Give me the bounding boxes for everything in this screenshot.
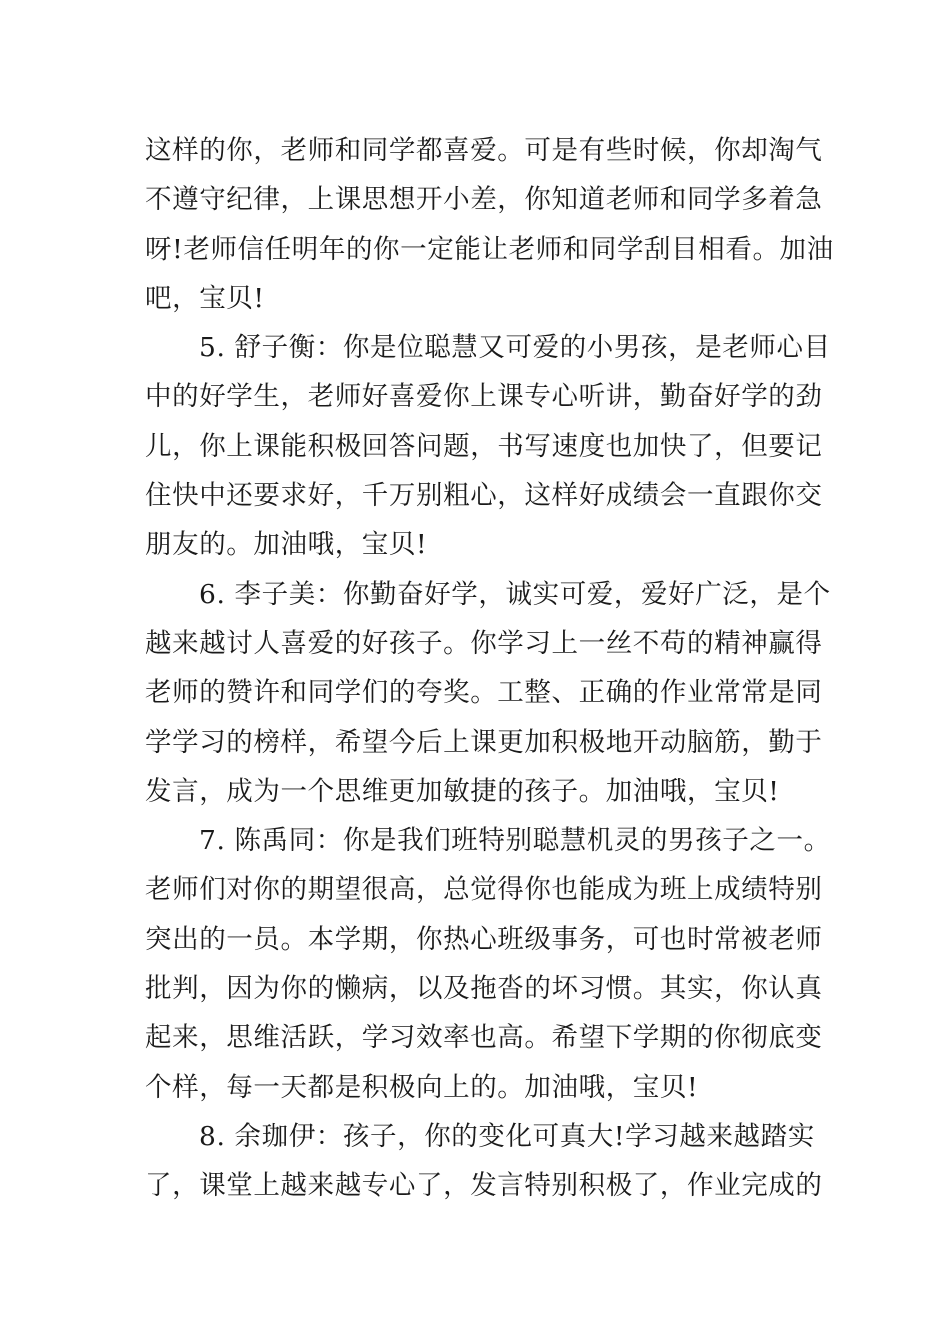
text-line: 老师的赞许和同学们的夸奖。工整、正确的作业常常是同 [145,677,823,709]
text-line: 突出的一员。本学期，你热心班级事务，可也时常被老师 [145,923,823,955]
text-line: 发言，成为一个思维更加敏捷的孩子。加油哦，宝贝! [145,775,780,807]
text-line: 6. 李子美：你勤奋好学，诚实可爱，爱好广泛，是个 [199,578,831,610]
text-line: 5. 舒子衡：你是位聪慧又可爱的小男孩，是老师心目 [199,332,831,364]
text-line: 朋友的。加油哦，宝贝! [145,529,428,561]
text-line: 吧，宝贝! [145,282,265,314]
paragraph-comment-5 [145,323,831,569]
text-line: 学学习的榜样，希望今后上课更加积极地开动脑筋，勤于 [145,726,823,758]
text-line: 儿，你上课能积极回答问题，书写速度也加快了，但要记 [145,430,823,462]
text-line: 老师们对你的期望很高，总觉得你也能成为班上成绩特别 [145,874,823,906]
paragraph-continuation [145,126,834,323]
text-line: 住快中还要求好，千万别粗心，这样好成绩会一直跟你交 [145,480,823,512]
paragraph-comment-7 [145,816,831,1112]
text-line: 起来，思维活跃，学习效率也高。希望下学期的你彻底变 [145,1022,823,1054]
paragraph-comment-6 [145,570,831,816]
document-body [145,126,834,1211]
paragraph-comment-8 [145,1112,823,1211]
text-line: 了，课堂上越来越专心了，发言特别积极了，作业完成的 [145,1170,823,1202]
text-line: 不遵守纪律，上课思想开小差，你知道老师和同学多着急 [145,184,823,216]
text-line: 批判，因为你的懒病，以及拖沓的坏习惯。其实，你认真 [145,973,823,1005]
text-line: 这样的你，老师和同学都喜爱。可是有些时候，你却淘气 [145,135,823,166]
text-line: 7. 陈禹同：你是我们班特别聪慧机灵的男孩子之一。 [199,825,831,857]
text-line: 中的好学生，老师好喜爱你上课专心听讲，勤奋好学的劲 [145,381,823,413]
text-line: 8. 余珈伊：孩子，你的变化可真大!学习越来越踏实 [199,1120,815,1152]
text-line: 越来越讨人喜爱的好孩子。你学习上一丝不苟的精神赢得 [145,627,823,659]
text-line: 呀!老师信任明年的你一定能让老师和同学刮目相看。加油 [145,233,834,265]
text-line: 个样，每一天都是积极向上的。加油哦，宝贝! [145,1071,699,1103]
